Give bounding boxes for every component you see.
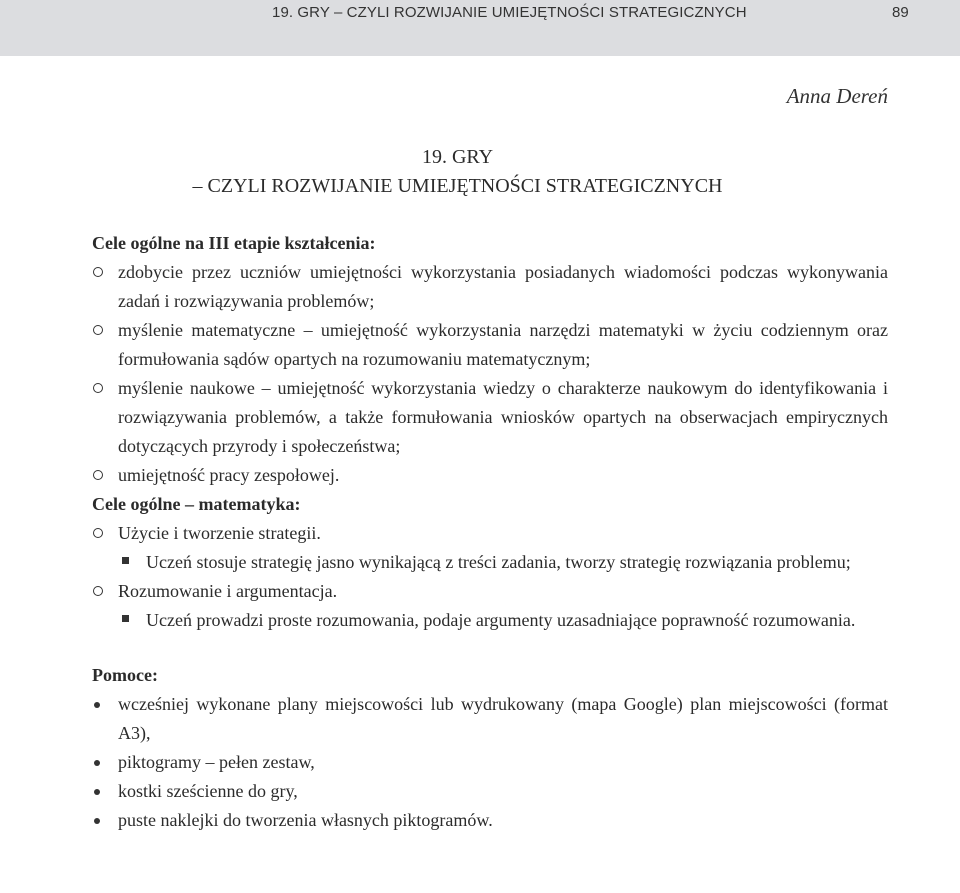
square-bullet-icon	[122, 615, 129, 622]
math-goals-list	[92, 519, 888, 548]
list-item	[92, 461, 888, 490]
dot-bullet-icon	[94, 789, 100, 795]
circle-bullet-icon	[93, 383, 103, 393]
list-item	[92, 690, 888, 748]
list-item	[92, 748, 888, 777]
dot-bullet-icon	[94, 818, 100, 824]
circle-bullet-icon	[93, 267, 103, 277]
math-goals-list	[92, 577, 888, 606]
running-header-title: 19. GRY – CZYLI ROZWIJANIE UMIEJĘTNOŚCI STRATEGICZNYCH	[272, 4, 747, 21]
circle-bullet-icon	[93, 586, 103, 596]
list-item-text: Rozumowanie i argumentacja.	[118, 581, 338, 601]
math-goals-heading: Cele ogólne – matematyka:	[92, 494, 301, 514]
general-goals-heading: Cele ogólne na III etapie kształcenia:	[92, 233, 376, 253]
list-item-text: puste naklejki do tworzenia własnych piktogramów.	[118, 810, 493, 830]
chapter-title-line-2: – CZYLI ROZWIJANIE UMIEJĘTNOŚCI STRATEGICZNYCH	[192, 175, 723, 197]
circle-bullet-icon	[93, 470, 103, 480]
aids-list	[92, 690, 888, 835]
dot-bullet-icon	[94, 760, 100, 766]
list-item-text: myślenie naukowe – umiejętność wykorzystania wiedzy o charakterze naukowym do identyfikowania i rozwiązywania problemów, a także formułowania wniosków opartych na obserwacjach empirycznych dotyczących przyrody i społeczeństwa;	[118, 378, 888, 456]
page-content	[92, 229, 888, 835]
list-item	[92, 258, 888, 316]
running-header	[0, 0, 960, 56]
list-item	[92, 519, 888, 548]
list-item	[120, 548, 888, 577]
list-item-text: kostki sześcienne do gry,	[118, 781, 298, 801]
list-item-text: umiejętność pracy zespołowej.	[118, 465, 340, 485]
list-item-text: myślenie matematyczne – umiejętność wykorzystania narzędzi matematyki w życiu codziennym oraz formułowania sądów opartych na rozumowaniu matematycznym;	[118, 320, 888, 369]
aids-heading: Pomoce:	[92, 665, 158, 685]
list-item	[92, 777, 888, 806]
list-item-text: Uczeń prowadzi proste rozumowania, podaje argumenty uzasadniające poprawność rozumowania.	[146, 610, 856, 630]
chapter-title	[0, 143, 960, 201]
list-item-text: zdobycie przez uczniów umiejętności wykorzystania posiadanych wiadomości podczas wykonywania zadań i rozwiązywania problemów;	[118, 262, 888, 311]
dot-bullet-icon	[94, 702, 100, 708]
list-item	[92, 374, 888, 461]
page-number: 89	[892, 4, 909, 21]
general-goals-list	[92, 258, 888, 490]
list-item-text: Użycie i tworzenie strategii.	[118, 523, 321, 543]
chapter-title-line-1: 19. GRY	[421, 146, 494, 168]
list-item-text: wcześniej wykonane plany miejscowości lub wydrukowany (mapa Google) plan miejscowości (format A3),	[118, 694, 888, 743]
list-item	[92, 577, 888, 606]
circle-bullet-icon	[93, 325, 103, 335]
list-item	[92, 316, 888, 374]
circle-bullet-icon	[93, 528, 103, 538]
list-item	[120, 606, 888, 635]
list-item-text: piktogramy – pełen zestaw,	[118, 752, 315, 772]
math-goals-sublist	[120, 606, 888, 635]
square-bullet-icon	[122, 557, 129, 564]
author: Anna Dereń	[786, 84, 888, 108]
list-item-text: Uczeń stosuje strategię jasno wynikającą z treści zadania, tworzy strategię rozwiązania problemu;	[146, 552, 851, 572]
math-goals-sublist	[120, 548, 888, 577]
spacer	[92, 635, 888, 661]
list-item	[92, 806, 888, 835]
